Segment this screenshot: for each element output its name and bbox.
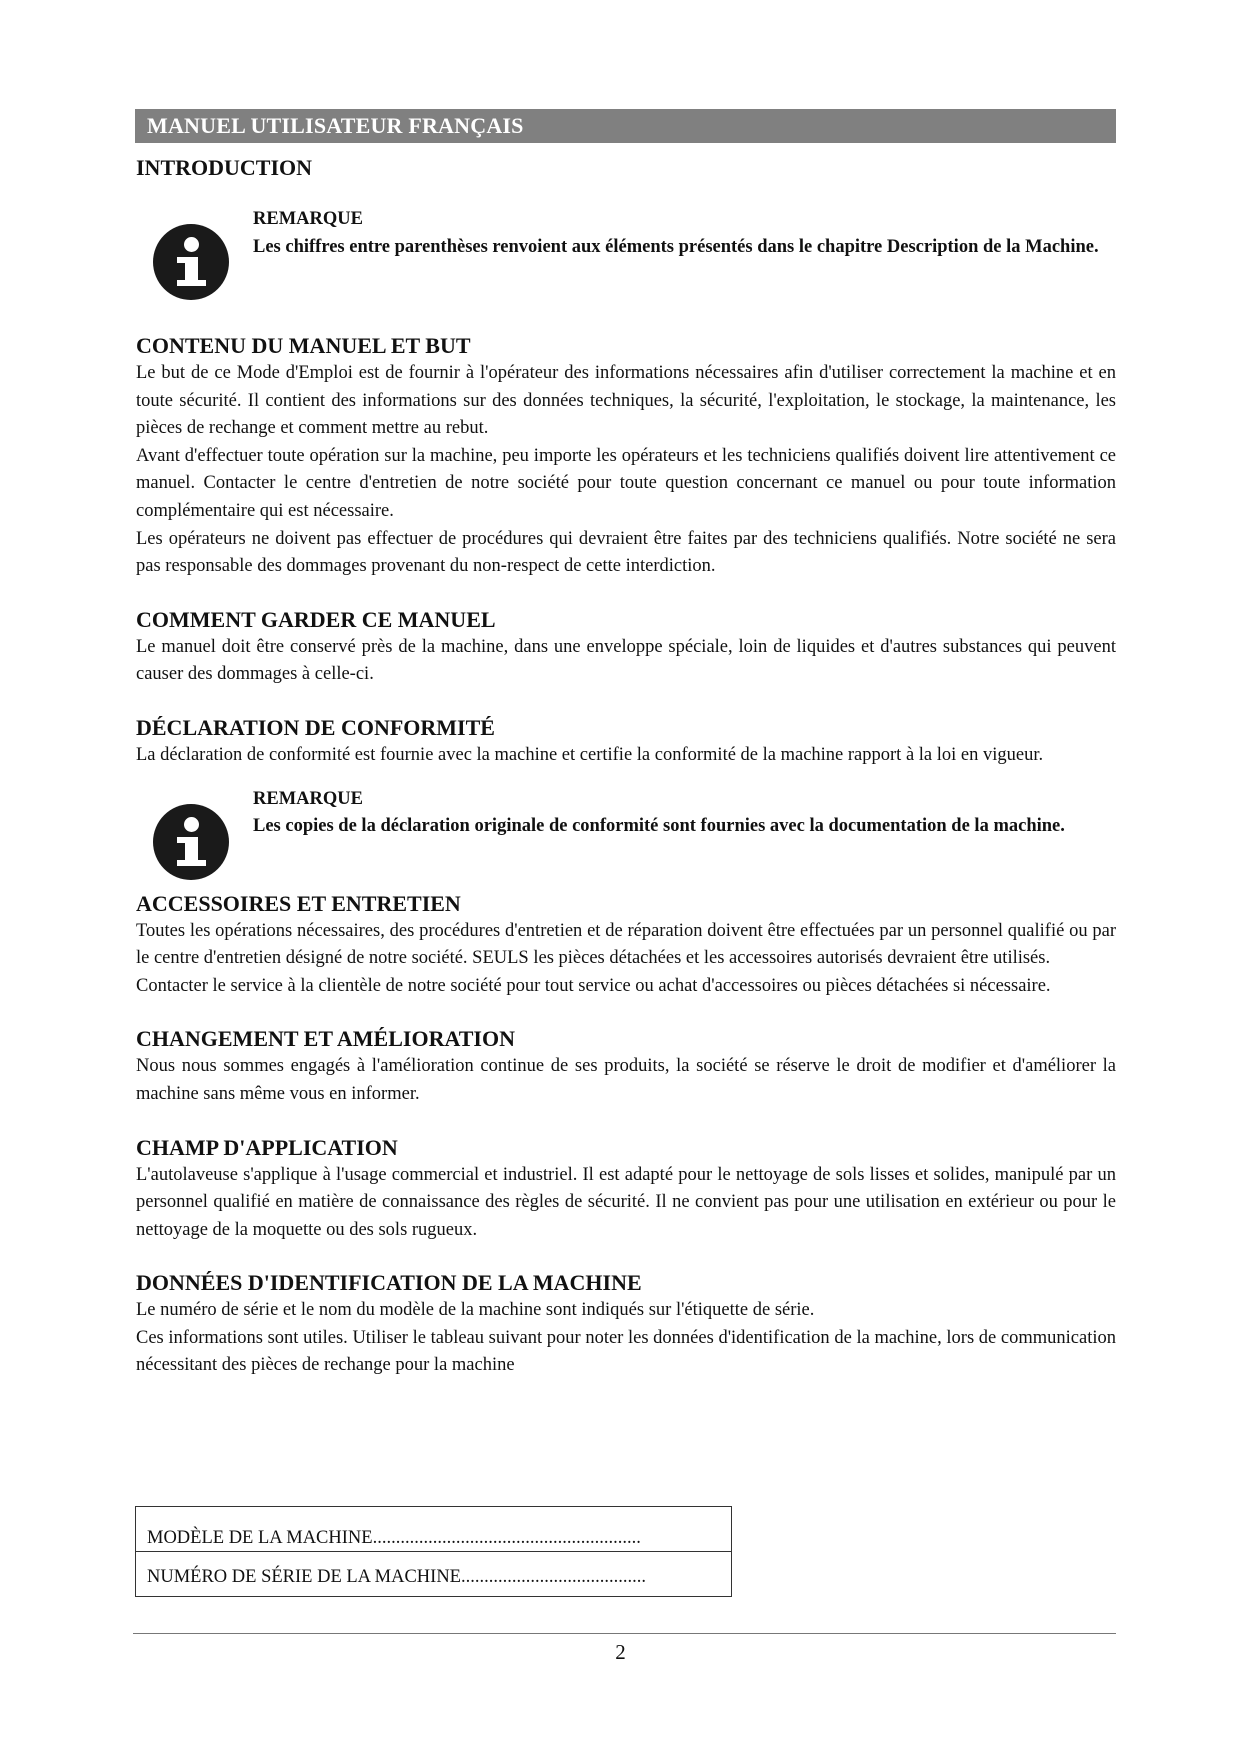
note-text: Les chiffres entre parenthèses renvoient aux éléments présentés dans le chapitre Description de la Machine. xyxy=(253,236,1099,257)
note-label: REMARQUE xyxy=(253,209,363,229)
paragraph: La déclaration de conformité est fournie avec la machine et certifie la conformité de la machine rapport à la loi en vigueur. xyxy=(136,744,1044,765)
heading-garder: COMMENT GARDER CE MANUEL xyxy=(136,606,496,632)
note-declaration xyxy=(136,786,1116,890)
heading-changement: CHANGEMENT ET AMÉLIORATION xyxy=(136,1026,515,1052)
page-number: 2 xyxy=(615,1640,626,1664)
paragraph: Avant d'effectuer toute opération sur la machine, peu importe les opérateurs et les techniciens qualifiés doivent lire attentivement ce manuel. Contacter le centre d'entretien de notre société pour toute question concernant ce manuel ou pour toute information complémentaire qui est nécessaire. xyxy=(136,445,1116,521)
paragraph: Toutes les opérations nécessaires, des procédures d'entretien et de réparation doivent être effectuées par un personnel qualifié ou par le centre d'entretien désigné de notre société. SEULS les pièces détachées et les accessoires autorisés devraient être utilisés. xyxy=(136,920,1116,969)
paragraph: Le but de ce Mode d'Emploi est de fournir à l'opérateur des informations nécessaires afin d'utiliser correctement la machine et en toute sécurité. Il contient des informations sur des données techniques, la sécurité, l'exploitation, le stockage, la maintenance, les pièces de rechange et comment mettre au rebut. xyxy=(136,363,1116,439)
paragraph: Ces informations sont utiles. Utiliser le tableau suivant pour noter les données d'identification de la machine, lors de communication nécessitant des pièces de rechange pour la machine xyxy=(136,1327,1116,1376)
serial-row[interactable]: NUMÉRO DE SÉRIE DE LA MACHINE........................................ xyxy=(147,1567,646,1587)
note-text: Les copies de la déclaration originale de conformité sont fournies avec la documentation de la machine. xyxy=(253,816,1065,837)
paragraph: L'autolaveuse s'applique à l'usage commercial et industriel. Il est adapté pour le nettoyage de sols lisses et solides, manipulé par un personnel qualifié en matière de connaissance des règles de sécurité. Il ne convient pas pour une utilisation en extérieur ou pour le nettoyage de la moquette ou des sols rugueux. xyxy=(136,1164,1116,1240)
paragraph: Nous nous sommes engagés à l'amélioration continue de ses produits, la société se réserve le droit de modifier et d'améliorer la machine sans même vous en informer. xyxy=(136,1056,1116,1104)
footer-divider xyxy=(133,1633,1116,1634)
header-bar: MANUEL UTILISATEUR FRANÇAIS xyxy=(135,109,1116,143)
heading-accessoires: ACCESSOIRES ET ENTRETIEN xyxy=(136,890,461,916)
note-text-block xyxy=(253,206,1116,261)
info-icon xyxy=(153,804,229,880)
heading-donnees: DONNÉES D'IDENTIFICATION DE LA MACHINE xyxy=(136,1270,642,1296)
note-introduction xyxy=(136,206,1116,304)
heading-introduction: INTRODUCTION xyxy=(136,155,313,180)
paragraph: Le numéro de série et le nom du modèle de la machine sont indiqués sur l'étiquette de série. xyxy=(136,1300,815,1321)
heading-contenu: CONTENU DU MANUEL ET BUT xyxy=(136,333,471,358)
model-row[interactable]: MODÈLE DE LA MACHINE.......................................................... xyxy=(136,1507,731,1552)
note-label: REMARQUE xyxy=(253,788,363,809)
heading-declaration: DÉCLARATION DE CONFORMITÉ xyxy=(136,714,495,740)
paragraph: Contacter le service à la clientèle de notre société pour tout service ou achat d'accessoires ou pièces détachées si nécessaire. xyxy=(136,975,1051,996)
paragraph: Le manuel doit être conservé près de la machine, dans une enveloppe spéciale, loin de liquides et d'autres substances qui peuvent causer des dommages à celle-ci. xyxy=(136,636,1116,685)
note-text-block xyxy=(253,786,1116,841)
heading-champ: CHAMP D'APPLICATION xyxy=(136,1134,398,1160)
info-icon xyxy=(153,224,229,300)
identification-table xyxy=(135,1506,732,1597)
paragraph: Les opérateurs ne doivent pas effectuer de procédures qui devraient être faites par des techniciens qualifiés. Notre société ne sera pas responsable des dommages provenant du non-respect de cette interdiction. xyxy=(136,528,1116,577)
page-content xyxy=(136,150,1116,1380)
